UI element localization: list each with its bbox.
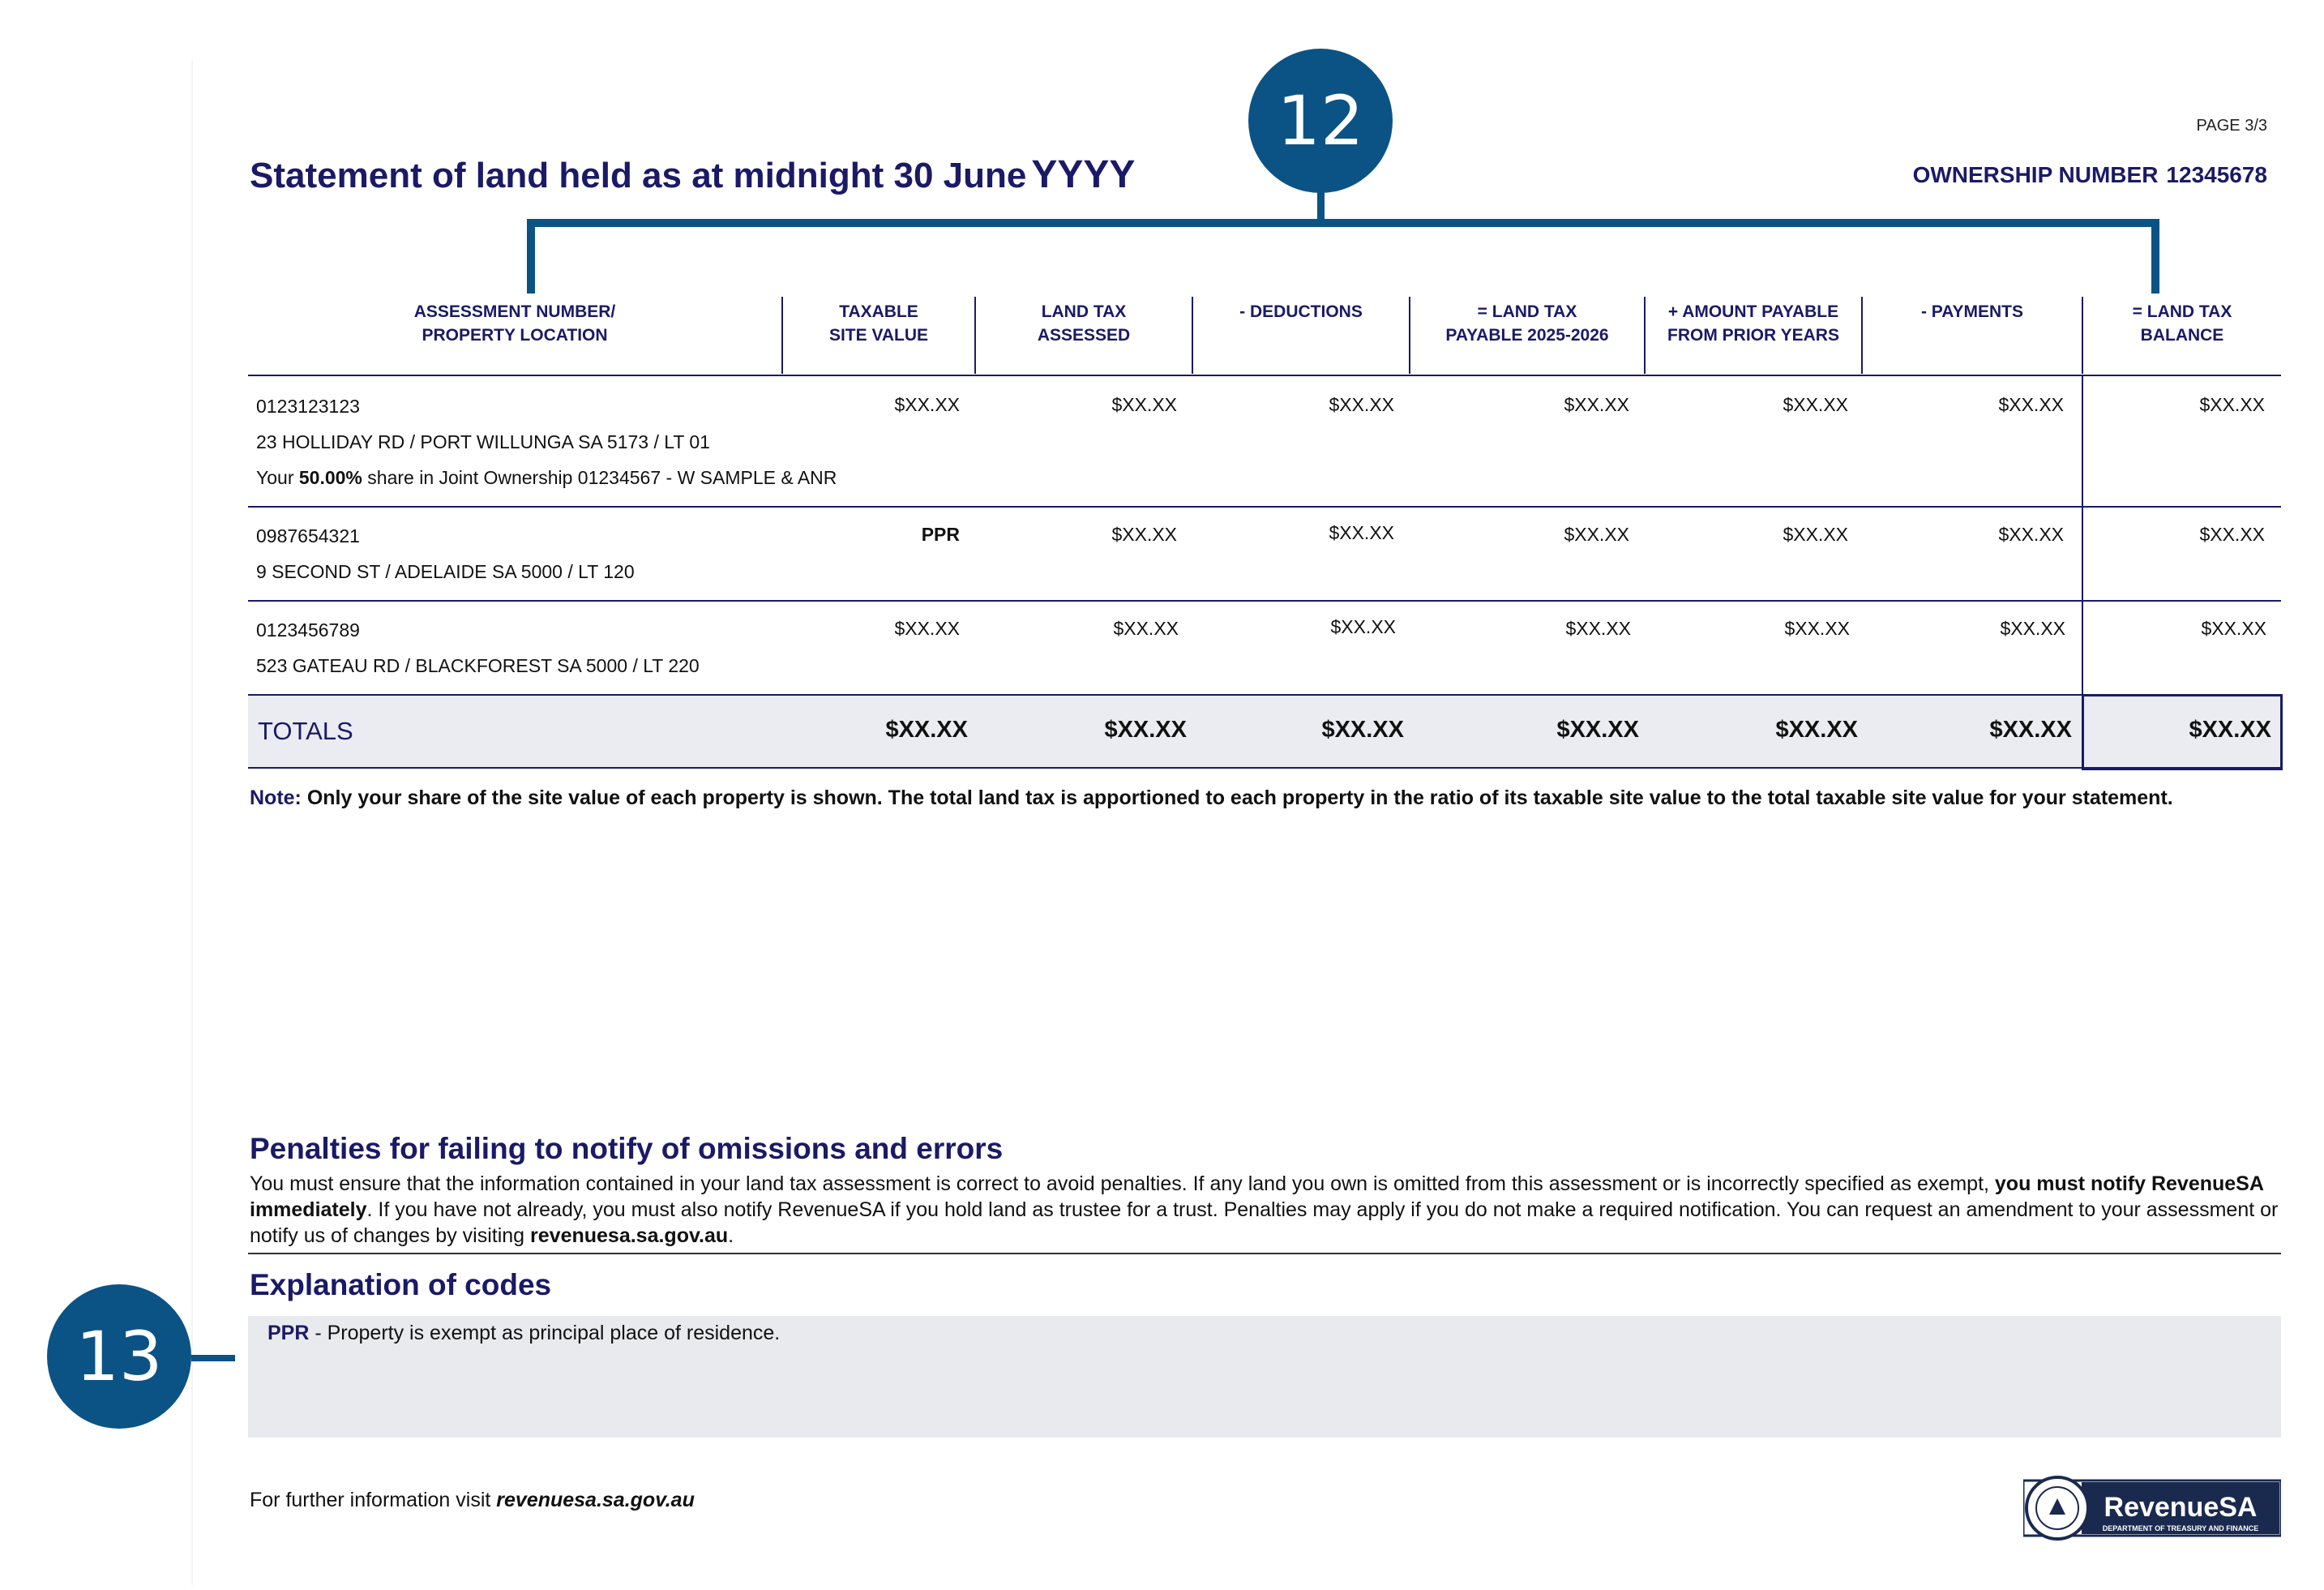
total-land-tax-assessed: $XX.XX (1104, 717, 1187, 743)
table-header-rule (248, 375, 2281, 376)
page-title: Statement of land held as at midnight 30 June YYYY (250, 153, 1136, 196)
land-tax-payable: $XX.XX (1565, 618, 1631, 639)
land-tax-balance: $XX.XX (2199, 524, 2265, 545)
total-prior-years: $XX.XX (1775, 717, 1858, 743)
payments: $XX.XX (2000, 618, 2065, 639)
property-location: 523 GATEAU RD / BLACKFOREST SA 5000 / LT 220 (256, 655, 700, 676)
callout-connector (191, 1355, 235, 1361)
callout-13: 13 (47, 1284, 191, 1429)
callout-bracket-stem (1317, 191, 1325, 222)
logo-graphic (2023, 1476, 2281, 1545)
section-divider (248, 1253, 2281, 1254)
total-balance-box (2082, 694, 2283, 770)
callout-bracket-left (527, 219, 535, 294)
total-deductions: $XX.XX (1321, 717, 1404, 743)
svg-text:RevenueSA: RevenueSA (2104, 1492, 2258, 1523)
total-land-tax-payable: $XX.XX (1556, 717, 1639, 743)
codes-heading: Explanation of codes (250, 1268, 552, 1301)
land-tax-assessed: $XX.XX (1111, 524, 1177, 545)
property-location: 9 SECOND ST / ADELAIDE SA 5000 / LT 120 (256, 561, 635, 582)
col-header-deductions: - DEDUCTIONS (1239, 302, 1363, 321)
revenuesa-logo (2023, 1476, 2281, 1545)
payments: $XX.XX (1998, 394, 2064, 415)
callout-bracket-right (2151, 219, 2159, 294)
land-tax-assessed: $XX.XX (1111, 394, 1177, 415)
ownership-share: Your 50.00% share in Joint Ownership 01234567 - W SAMPLE & ANR (256, 467, 837, 488)
payments: $XX.XX (1998, 524, 2064, 545)
taxable-site-value: $XX.XX (894, 394, 960, 415)
assessment-number: 0123456789 (256, 619, 360, 641)
col-header-land-tax-payable: = LAND TAX PAYABLE 2025-2026 (1445, 302, 1609, 345)
callout-12: 12 (1248, 49, 1393, 193)
deductions: $XX.XX (1329, 394, 1394, 415)
assessment-number: 0123123123 (256, 396, 360, 417)
page-number: PAGE 3/3 (2196, 117, 2267, 135)
col-header-prior-years: + AMOUNT PAYABLE FROM PRIOR YEARS (1667, 302, 1839, 345)
penalties-heading: Penalties for failing to notify of omissions and errors (250, 1132, 1004, 1165)
prior-years-amount: $XX.XX (1783, 394, 1848, 415)
col-header-taxable-site-value: TAXABLE SITE VALUE (828, 302, 929, 345)
total-payments: $XX.XX (1989, 717, 2072, 743)
row-divider (248, 600, 2281, 602)
property-location: 23 HOLLIDAY RD / PORT WILLUNGA SA 5173 / LT 01 (256, 431, 710, 452)
col-header-payments: - PAYMENTS (1920, 302, 2024, 321)
assessment-number: 0987654321 (256, 525, 360, 546)
row-divider (248, 506, 2281, 508)
col-header-assessment: ASSESSMENT NUMBER/ PROPERTY LOCATION (413, 302, 616, 345)
col-header-land-tax-assessed: LAND TAX ASSESSED (1037, 302, 1131, 345)
footer-text: For further information visit revenuesa.sa.gov.au (250, 1489, 695, 1511)
ppr-code: PPR (921, 524, 960, 545)
total-balance: $XX.XX (2189, 717, 2271, 743)
ownership-number: OWNERSHIP NUMBER 12345678 (1912, 162, 2267, 187)
land-tax-balance: $XX.XX (2201, 618, 2266, 639)
land-tax-payable: $XX.XX (1564, 394, 1629, 415)
code-explanation: PPR - Property is exempt as principal place of residence. (267, 1322, 781, 1344)
totals-label: TOTALS (258, 717, 353, 745)
callout-bracket (527, 219, 2159, 227)
land-tax-balance: $XX.XX (2199, 394, 2265, 415)
prior-years-amount: $XX.XX (1784, 618, 1850, 639)
table-note: Note: Only your share of the site value of each property is shown. The total land tax is apportioned to each property in the ratio of its taxable site value to the total taxable site value for your statement. (250, 786, 2173, 809)
svg-text:DEPARTMENT OF TREASURY AND FIN: DEPARTMENT OF TREASURY AND FINANCE (2102, 1524, 2259, 1532)
taxable-site-value: $XX.XX (894, 618, 960, 639)
col-header-balance: = LAND TAX BALANCE (2132, 302, 2232, 345)
footer-link[interactable]: revenuesa.sa.gov.au (496, 1489, 695, 1511)
total-taxable-site-value: $XX.XX (885, 717, 968, 743)
deductions: $XX.XX (1330, 616, 1396, 637)
deductions: $XX.XX (1329, 522, 1394, 543)
land-tax-payable: $XX.XX (1564, 524, 1629, 545)
table-bottom-rule (248, 767, 2281, 769)
prior-years-amount: $XX.XX (1783, 524, 1848, 545)
land-tax-assessed: $XX.XX (1113, 618, 1179, 639)
balance-column-divider (2082, 375, 2083, 696)
penalties-text: You must ensure that the information contained in your land tax assessment is correct to avoid penalties. If any land you own is omitted from this assessment or is incorrectly specified as exempt, you must notify RevenueSA immediately. If you have not already, you must also notify RevenueSA if you hold land as trustee for a trust. Penalties may apply if you do not make a required notification. You can request an amendment to your assessment or notify us of changes by visiting revenuesa.sa.gov.au. (250, 1172, 2279, 1247)
